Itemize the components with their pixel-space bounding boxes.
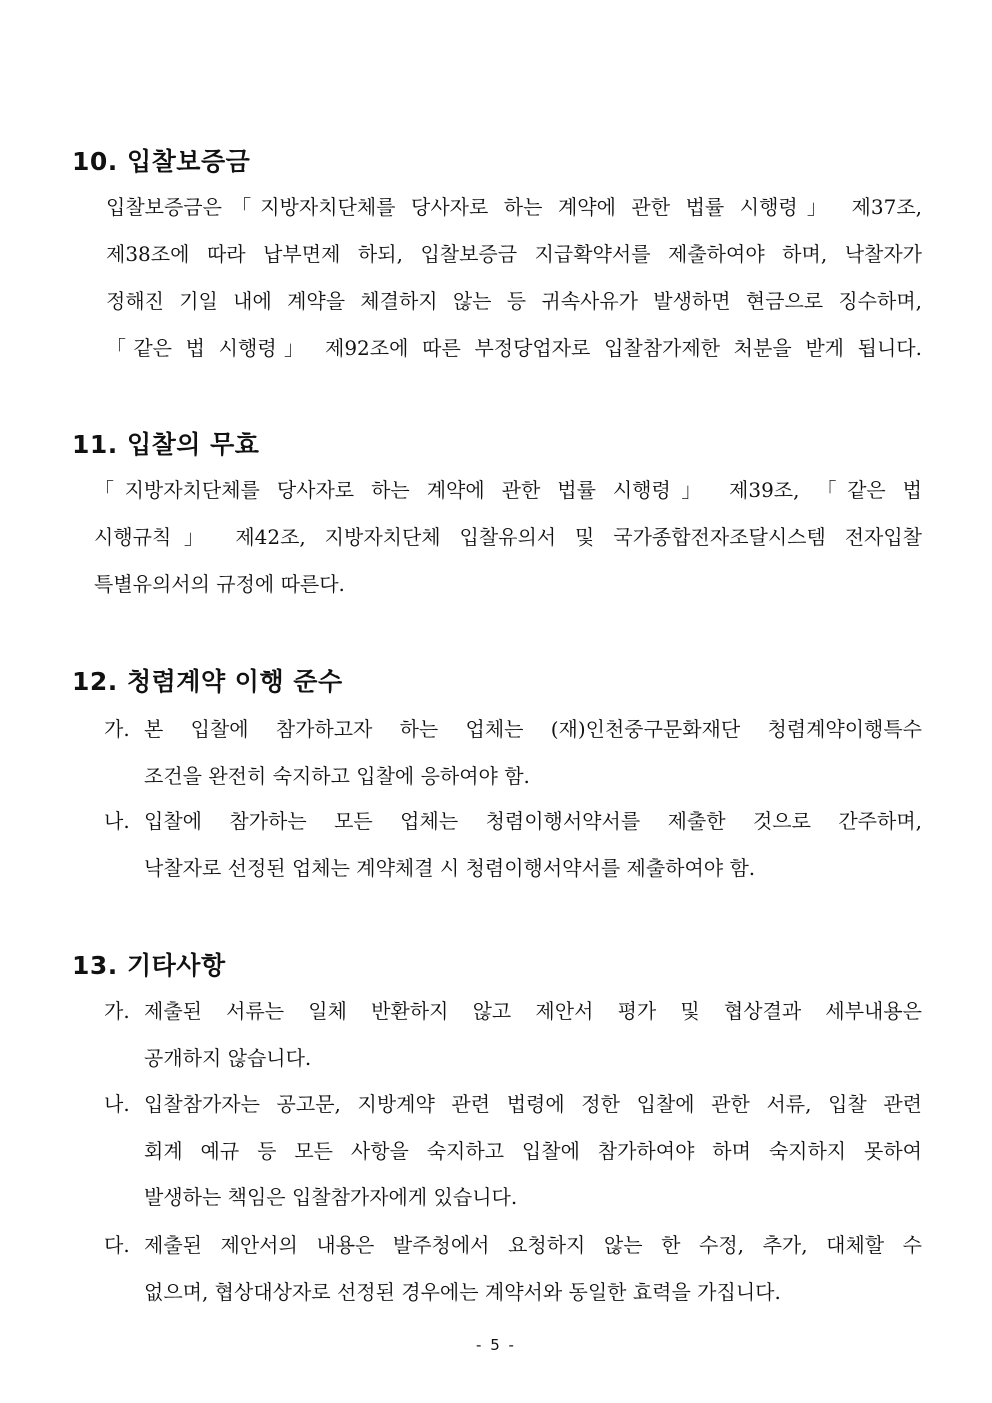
section-10-heading: 10. 입찰보증금 [72,147,251,176]
section-12-item-na [104,798,922,891]
item-line: 입찰에 참가하는 모든 업체는 청렴이행서약서를 제출한 것으로 간주하며, [144,809,922,833]
section-13-heading: 13. 기타사항 [72,951,226,980]
item-line: 제출된 서류는 일체 반환하지 않고 제안서 평가 및 협상결과 세부내용은 [144,999,922,1023]
item-marker: 나. [104,809,130,833]
section-10-paragraph [106,184,922,372]
paragraph-line: 특별유의서의 규정에 따른다. [94,572,345,596]
section-13-item-da [104,1222,922,1315]
paragraph-line: 정해진 기일 내에 계약을 체결하지 않는 등 귀속사유가 발생하면 현금으로 징수하며, [106,289,922,313]
item-marker: 나. [104,1092,130,1116]
section-13-item-na [104,1081,922,1221]
item-line: 조건을 완전히 숙지하고 입찰에 응하여야 함. [144,763,530,788]
section-13-item-ga [104,988,922,1081]
item-marker: 다. [104,1233,130,1257]
item-line: 제출된 제안서의 내용은 발주청에서 요청하지 않는 한 수정, 추가, 대체할 수 [144,1233,922,1257]
paragraph-line: 「지방자치단체를 당사자로 하는 계약에 관한 법률 시행령」 제39조, 「같은 법 [94,478,922,502]
item-line: 낙찰자로 선정된 업체는 계약체결 시 청렴이행서약서를 제출하여야 함. [144,855,756,880]
section-12-heading: 12. 청렴계약 이행 준수 [72,667,343,696]
paragraph-line: 제38조에 따라 납부면제 하되, 입찰보증금 지급확약서를 제출하여야 하며, 낙찰자가 [106,242,922,266]
paragraph-line: 입찰보증금은「지방자치단체를 당사자로 하는 계약에 관한 법률 시행령」 제37조, [106,195,922,219]
item-line: 회계 예규 등 모든 사항을 숙지하고 입찰에 참가하여야 하며 숙지하지 못하여 [144,1138,922,1163]
section-12-item-ga [104,706,922,799]
section-11-heading: 11. 입찰의 무효 [72,430,260,459]
section-11-paragraph [94,467,922,608]
item-line: 발생하는 책임은 입찰참가자에게 있습니다. [144,1185,518,1209]
item-line: 없으며, 협상대상자로 선정된 경우에는 계약서와 동일한 효력을 가집니다. [144,1279,781,1304]
paragraph-line: 「같은 법 시행령」 제92조에 따른 부정당업자로 입찰참가제한 처분을 받게 됩니다. [106,336,922,360]
item-line: 공개하지 않습니다. [144,1045,312,1070]
item-line: 입찰참가자는 공고문, 지방계약 관련 법령에 정한 입찰에 관한 서류, 입찰 관련 [144,1092,922,1116]
item-marker: 가. [104,999,130,1023]
item-marker: 가. [104,717,130,741]
page-number: - 5 - [476,1336,516,1354]
item-line: 본 입찰에 참가하고자 하는 업체는 (재)인천중구문화재단 청렴계약이행특수 [144,717,922,741]
paragraph-line: 시행규칙」 제42조, 지방자치단체 입찰유의서 및 국가종합전자조달시스템 전자입찰 [94,525,922,549]
